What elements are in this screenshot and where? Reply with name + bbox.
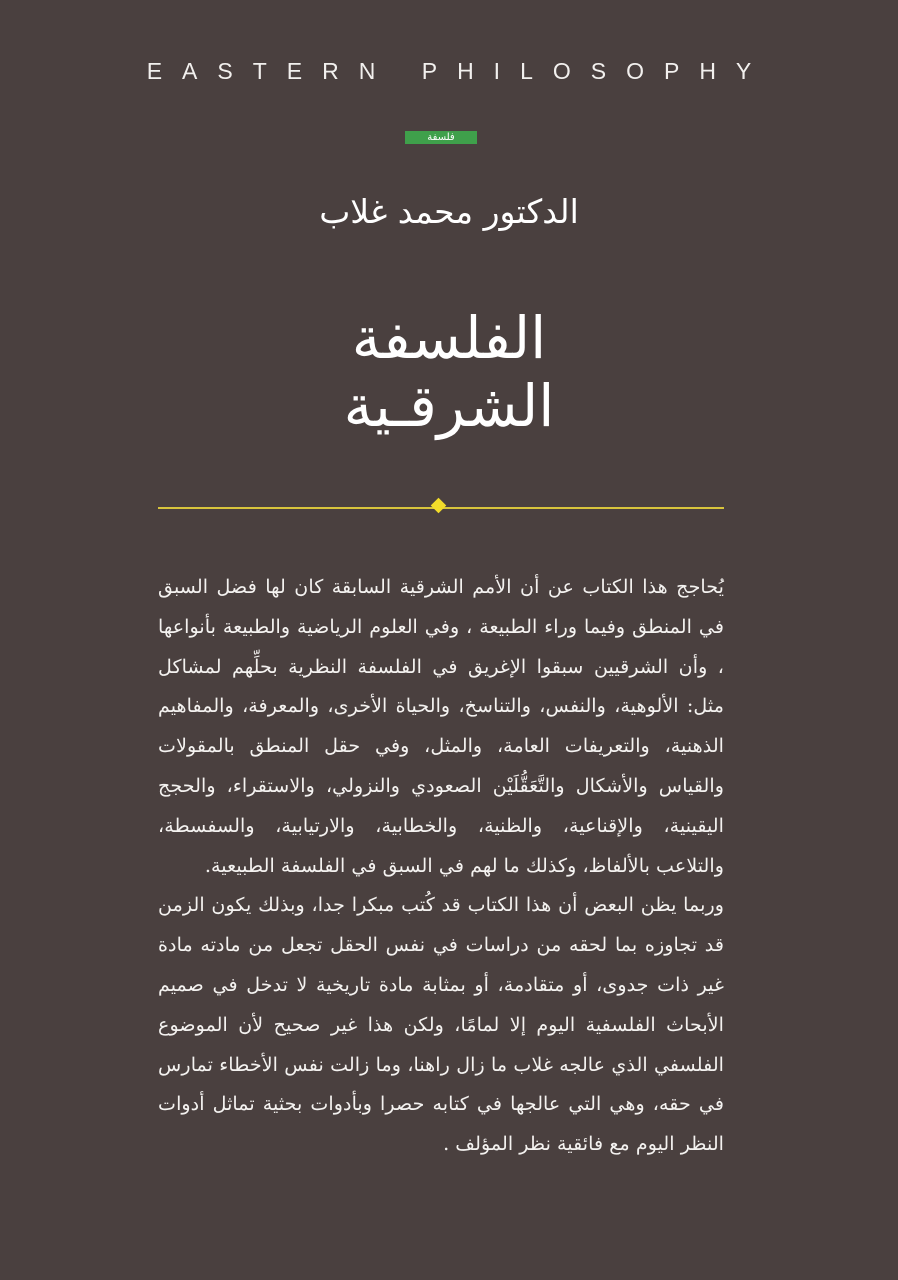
author-name: الدكتور محمد غلاب (319, 192, 579, 231)
book-title-line-1: الفلسفة (351, 304, 547, 372)
series-title: EASTERN PHILOSOPHY (146, 58, 772, 84)
blurb-paragraph-1: يُحاجج هذا الكتاب عن أن الأمم الشرقية السابقة كان لها فضل السبق في المنطق وفيما وراء الطبيعة ، وفي العلوم الرياضية والطبيعة بأنواعها ، وأن الشرقيين سبقوا الإغريق في الفلسفة النظرية بحلِّهم لمشاكل مثل: الألوهية، والنفس، والتناسخ، والحياة الأخرى، والمعرفة، والمفاهيم الذهنية، والتعريفات العامة، والمثل، وفي حقل المنطق بالمقولات والقياس والأشكال والتَّعَقُّلَيْن الصعودي والنزولي، والاستقراء، والحجج اليقينية، والإقناعية، والظنية، والخطابية، والارتيابية، والسفسطة، والتلاعب بالألفاظ، وكذلك ما لهم في السبق في الفلسفة الطبيعية. (158, 575, 724, 877)
book-title-line-2: الشرقـية (343, 372, 555, 440)
blurb-paragraph-2: وربما يظن البعض أن هذا الكتاب قد كُتب مبكرا جدا، وبذلك يكون الزمن قد تجاوزه بما لحقه من دراسات في نفس الحقل تجعل من مادته مادة غير ذات جدوى، أو متقادمة، أو بمثابة مادة تاريخية لا تدخل في صميم الأبحاث الفلسفية اليوم إلا لمامًا، ولكن هذا غير صحيح لأن الموضوع الفلسفي الذي عالجه غلاب ما زال راهنا، وما زالت نفس الأخطاء تمارس في حقه، وهي التي عالجها في كتابه حصرا وبأدوات بحثية تماثل أدوات النظر اليوم مع فائقية نظر المؤلف . (158, 893, 724, 1156)
blurb (158, 567, 724, 1164)
book-title (0, 304, 898, 440)
diamond-ornament (431, 498, 447, 514)
category-badge: فلسفة (405, 131, 477, 144)
